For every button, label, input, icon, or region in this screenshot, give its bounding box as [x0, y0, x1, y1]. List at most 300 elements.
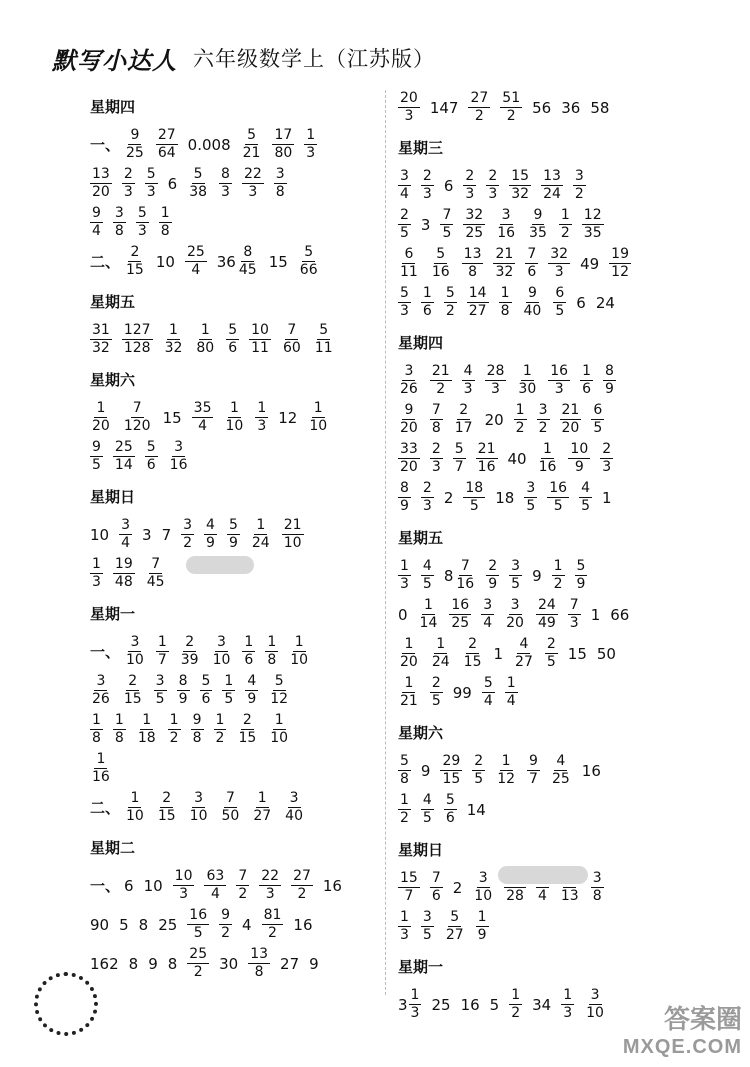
numerator: 63 — [206, 868, 225, 884]
answer-row — [398, 634, 728, 673]
answer-item — [453, 442, 466, 475]
denominator: 128 — [123, 340, 151, 356]
numerator: 2 — [431, 441, 441, 457]
denominator: 20 — [506, 615, 524, 631]
fraction — [398, 481, 411, 514]
fraction — [187, 908, 209, 941]
numerator: 1 — [215, 712, 225, 728]
fraction — [187, 947, 209, 980]
answer-item — [548, 364, 570, 397]
numerator: 1 — [515, 402, 525, 418]
fraction — [430, 676, 443, 709]
numerator: 2 — [422, 480, 432, 496]
denominator: 32 — [495, 264, 514, 280]
answer-item — [482, 676, 495, 709]
answer-item — [472, 871, 494, 904]
answer-item — [242, 167, 264, 200]
numerator: 1 — [257, 790, 267, 806]
denominator: 2 — [445, 303, 455, 319]
denominator: 10 — [474, 888, 493, 904]
answer-item — [398, 559, 411, 592]
answer-item — [398, 91, 420, 124]
answer-item — [268, 713, 290, 746]
fraction — [90, 557, 103, 590]
denominator: 16 — [477, 459, 496, 475]
numerator: 3 — [483, 597, 493, 613]
denominator: 49 — [537, 615, 556, 631]
numerator: 16 — [451, 597, 470, 613]
denominator: 3 — [137, 223, 147, 239]
denominator: 40 — [523, 303, 542, 319]
answer-item — [145, 167, 158, 200]
answer-item — [509, 169, 531, 202]
numerator: 3 — [174, 439, 184, 455]
answer-row — [90, 671, 375, 710]
answer-item: 5 — [489, 995, 500, 1014]
answer-item: 56 — [532, 98, 552, 117]
answer-item — [398, 169, 411, 202]
answer-row — [90, 788, 375, 827]
denominator: 6 — [228, 340, 238, 356]
answer-item — [113, 713, 126, 746]
answer-item — [163, 323, 185, 356]
answer-item — [527, 208, 549, 241]
denominator: 3 — [221, 184, 230, 200]
fraction — [440, 754, 462, 787]
denominator: 2 — [221, 925, 231, 941]
denominator: 5 — [511, 576, 521, 592]
fraction — [251, 791, 273, 824]
numerator: 8 — [178, 673, 188, 689]
answer-item — [179, 635, 201, 668]
numerator: 1 — [553, 558, 563, 574]
answer-item: 8 — [138, 915, 149, 934]
answer-item — [522, 286, 544, 319]
answer-item — [509, 988, 522, 1021]
answer-item: 14 — [466, 800, 486, 819]
fraction — [185, 245, 207, 278]
answer-row — [398, 907, 728, 946]
fraction — [463, 481, 485, 514]
answer-item — [222, 674, 235, 707]
numerator: 1 — [436, 636, 446, 652]
answer-row — [398, 283, 728, 322]
fraction — [421, 169, 434, 202]
answer-item — [486, 169, 499, 202]
answer-item — [430, 442, 443, 475]
denominator: 3 — [248, 184, 258, 200]
fraction — [113, 440, 135, 473]
answer-item: 1 — [590, 605, 601, 624]
fraction — [156, 128, 178, 161]
fraction — [573, 169, 586, 202]
answer-item — [568, 598, 581, 631]
numerator: 1 — [424, 597, 433, 613]
denominator: 4 — [483, 615, 493, 631]
fraction — [191, 713, 204, 746]
answer-item — [552, 559, 565, 592]
denominator: 2 — [169, 730, 179, 746]
answer-item — [113, 557, 135, 590]
numerator: 4 — [206, 517, 215, 533]
denominator: 6 — [445, 810, 455, 826]
answer-item — [122, 401, 153, 434]
fraction — [537, 442, 559, 475]
answer-item — [242, 635, 255, 668]
denominator: 45 — [146, 574, 165, 590]
denominator: 4 — [121, 535, 131, 551]
answer-item — [304, 128, 317, 161]
answer-item: 16 — [322, 876, 342, 895]
fraction — [514, 403, 527, 436]
answer-item — [217, 245, 259, 278]
fraction — [603, 364, 616, 397]
fraction — [156, 791, 178, 824]
answer-item — [421, 559, 434, 592]
fraction — [472, 871, 494, 904]
fraction — [241, 128, 263, 161]
answer-item — [430, 403, 443, 436]
answer-item — [291, 869, 313, 902]
numerator: 5 — [304, 244, 314, 260]
numerator: 1 — [422, 285, 432, 301]
answer-item — [236, 713, 258, 746]
denominator: 8 — [254, 964, 264, 980]
fraction — [463, 169, 476, 202]
numerator: 1 — [563, 987, 573, 1003]
denominator: 21 — [242, 145, 261, 161]
answer-item — [481, 598, 494, 631]
answer-item — [90, 674, 112, 707]
fraction — [418, 598, 440, 631]
answer-item: 12 — [278, 408, 298, 427]
numerator: 1 — [400, 792, 409, 808]
answer-item — [463, 481, 485, 514]
numerator: 33 — [400, 441, 418, 457]
fraction — [268, 674, 290, 707]
numerator: 8 — [604, 363, 614, 379]
answer-item — [505, 676, 518, 709]
denominator: 9 — [228, 535, 238, 551]
answer-row — [398, 439, 728, 478]
answer-item — [145, 440, 158, 473]
watermark-logo-text: 答案圈 — [663, 1004, 742, 1034]
numerator: 13 — [92, 166, 110, 182]
answer-item — [200, 674, 213, 707]
fraction — [398, 403, 420, 436]
denominator: 20 — [561, 420, 580, 436]
column-divider — [385, 90, 386, 995]
answer-item — [398, 364, 420, 397]
denominator: 27 — [515, 654, 533, 670]
denominator: 39 — [180, 652, 199, 668]
answer-item: 5 — [119, 915, 129, 934]
denominator: 2 — [474, 108, 484, 124]
denominator: 4 — [537, 888, 547, 904]
numerator: 24 — [537, 597, 556, 613]
denominator: 2 — [574, 186, 584, 202]
numerator: 2 — [431, 675, 441, 691]
numerator: 3 — [121, 517, 131, 533]
answer-item — [398, 286, 411, 319]
denominator: 80 — [196, 340, 215, 356]
answer-item — [398, 676, 420, 709]
fraction — [421, 793, 434, 826]
numerator: 5 — [400, 753, 409, 769]
numerator: 1 — [400, 909, 409, 925]
answer-item — [154, 674, 167, 707]
fraction — [156, 635, 169, 668]
denominator: 10 — [189, 808, 208, 824]
section-title: 星期六 — [398, 724, 444, 742]
denominator: 2 — [215, 730, 225, 746]
numerator: 2 — [468, 636, 478, 652]
numerator: 1 — [92, 712, 101, 728]
numerator: 5 — [445, 285, 455, 301]
fraction — [398, 637, 420, 670]
fraction — [504, 598, 526, 631]
denominator: 5 — [193, 925, 203, 941]
denominator: 3 — [146, 184, 156, 200]
denominator: 4 — [506, 693, 516, 709]
fraction — [462, 364, 475, 397]
fraction — [124, 245, 146, 278]
numerator: 1 — [256, 517, 266, 533]
denominator: 7 — [404, 888, 414, 904]
answer-item — [124, 245, 146, 278]
answer-item — [188, 791, 210, 824]
numerator: 27 — [293, 868, 311, 884]
question-marker: 二、 — [90, 799, 121, 817]
numerator: 3 — [183, 517, 193, 533]
denominator: 8 — [592, 888, 602, 904]
answer-item — [168, 713, 181, 746]
denominator: 5 — [581, 498, 590, 514]
fraction — [486, 169, 499, 202]
denominator: 3 — [563, 1005, 573, 1021]
fraction — [509, 559, 522, 592]
denominator: 8 — [500, 303, 510, 319]
answer-item — [537, 442, 559, 475]
fraction — [609, 247, 631, 280]
answer-item — [241, 128, 263, 161]
section-title: 星期六 — [90, 371, 136, 389]
denominator: 30 — [518, 381, 537, 397]
numerator: 2 — [465, 168, 475, 184]
fraction — [536, 598, 558, 631]
denominator: 10 — [126, 652, 144, 668]
fraction — [248, 947, 270, 980]
numerator: 2 — [400, 207, 409, 223]
fraction — [505, 676, 518, 709]
denominator: 10 — [225, 418, 244, 434]
answer-item: 66 — [610, 605, 630, 624]
numerator: 5 — [445, 792, 455, 808]
denominator: 2 — [511, 1005, 521, 1021]
answer-item — [159, 206, 172, 239]
fraction — [113, 206, 126, 239]
denominator: 11 — [314, 340, 333, 356]
numerator: 2 — [602, 441, 612, 457]
denominator: 3 — [422, 186, 432, 202]
numerator: 3 — [526, 480, 536, 496]
denominator: 24 — [251, 535, 270, 551]
fraction — [430, 637, 452, 670]
fraction — [440, 208, 453, 241]
answer-item — [282, 518, 304, 551]
numerator: 17 — [274, 127, 293, 143]
fraction — [90, 674, 112, 707]
numerator: 4 — [519, 636, 529, 652]
answer-item: 16 — [460, 995, 480, 1014]
denominator: 8 — [400, 771, 409, 787]
numerator: 4 — [581, 480, 590, 496]
answer-item: 6 — [167, 174, 178, 193]
answer-item: 10 — [143, 876, 163, 895]
fraction — [545, 637, 558, 670]
denominator: 20 — [92, 184, 110, 200]
answer-item — [525, 247, 538, 280]
answer-item — [468, 91, 490, 124]
numerator: 9 — [130, 127, 140, 143]
denominator: 26 — [400, 381, 418, 397]
answer-item — [251, 791, 273, 824]
numerator: 1 — [582, 363, 591, 379]
fraction — [453, 403, 475, 436]
fraction — [398, 169, 411, 202]
answer-item: 162 — [90, 954, 119, 973]
denominator: 2 — [553, 576, 563, 592]
numerator: 3 — [404, 363, 414, 379]
fraction — [579, 481, 592, 514]
numerator: 5 — [201, 673, 211, 689]
denominator: 8 — [192, 730, 202, 746]
answer-item — [298, 245, 320, 278]
section-title: 星期一 — [398, 958, 444, 976]
denominator: 66 — [299, 262, 318, 278]
denominator: 10 — [586, 1005, 604, 1021]
denominator: 5 — [422, 927, 432, 943]
answer-item — [136, 206, 149, 239]
fraction — [124, 791, 146, 824]
fraction — [462, 247, 484, 280]
answer-item — [177, 674, 190, 707]
denominator: 6 — [582, 381, 591, 397]
denominator: 12 — [270, 691, 289, 707]
numerator: 1 — [267, 634, 277, 650]
denominator: 3 — [179, 886, 189, 902]
numerator: 28 — [486, 363, 505, 379]
denominator: 28 — [506, 888, 524, 904]
brand-title: 默写小达人 — [52, 45, 177, 75]
answer-item — [444, 910, 466, 943]
denominator: 40 — [285, 808, 303, 824]
fraction — [245, 674, 258, 707]
answer-item: 9 — [148, 954, 158, 973]
fraction — [600, 442, 613, 475]
denominator: 20 — [400, 420, 418, 436]
answer-item — [90, 713, 103, 746]
numerator: 1 — [114, 712, 124, 728]
numerator: 1 — [313, 400, 323, 416]
fraction — [472, 754, 485, 787]
fraction — [219, 908, 232, 941]
denominator: 2 — [238, 886, 248, 902]
denominator: 8 — [267, 652, 277, 668]
answer-item: 1 — [493, 644, 504, 663]
numerator: 7 — [151, 556, 161, 572]
fraction — [242, 167, 264, 200]
denominator: 2 — [506, 108, 516, 124]
numerator: 5 — [274, 673, 284, 689]
fraction — [272, 128, 294, 161]
answer-item — [421, 793, 434, 826]
numerator: 7 — [442, 207, 452, 223]
fraction — [181, 518, 194, 551]
answer-item — [440, 754, 462, 787]
answer-item: 9 — [532, 566, 542, 585]
fraction — [177, 674, 190, 707]
denominator: 7 — [454, 459, 464, 475]
numerator: 9 — [404, 402, 414, 418]
numerator: 6 — [593, 402, 603, 418]
numerator: 2 — [130, 244, 140, 260]
answer-item — [421, 481, 434, 514]
numerator: 5 — [228, 322, 238, 338]
numerator: 4 — [463, 363, 473, 379]
answer-item — [444, 286, 457, 319]
fraction — [398, 871, 420, 904]
numerator: 21 — [561, 402, 580, 418]
fraction — [226, 323, 239, 356]
answer-item — [509, 559, 522, 592]
answer-item: 10 — [155, 252, 175, 271]
numerator: 18 — [465, 480, 484, 496]
numerator: 1 — [404, 636, 414, 652]
denominator: 35 — [529, 225, 547, 241]
whole-number: 36 — [216, 252, 236, 271]
answer-item: 6 — [124, 876, 134, 895]
answer-item — [156, 128, 178, 161]
fraction — [122, 674, 144, 707]
denominator: 5 — [474, 771, 484, 787]
fraction — [522, 286, 544, 319]
denominator: 50 — [221, 808, 240, 824]
fraction — [313, 323, 335, 356]
fraction — [527, 208, 549, 241]
fraction — [398, 754, 411, 787]
answer-item — [453, 403, 475, 436]
fraction — [219, 167, 232, 200]
answer-item — [476, 442, 498, 475]
fraction — [485, 364, 507, 397]
denominator: 11 — [400, 264, 418, 280]
answer-item — [122, 167, 135, 200]
fraction — [90, 167, 112, 200]
answer-item — [500, 91, 522, 124]
answer-item — [124, 128, 146, 161]
fraction — [255, 401, 268, 434]
answer-row — [398, 751, 728, 790]
answer-item — [90, 167, 112, 200]
denominator: 18 — [137, 730, 156, 746]
answer-item — [136, 713, 158, 746]
fraction — [298, 245, 320, 278]
numerator: 21 — [431, 363, 450, 379]
answer-item — [262, 908, 284, 941]
numerator: 25 — [186, 244, 205, 260]
denominator: 8 — [275, 184, 285, 200]
